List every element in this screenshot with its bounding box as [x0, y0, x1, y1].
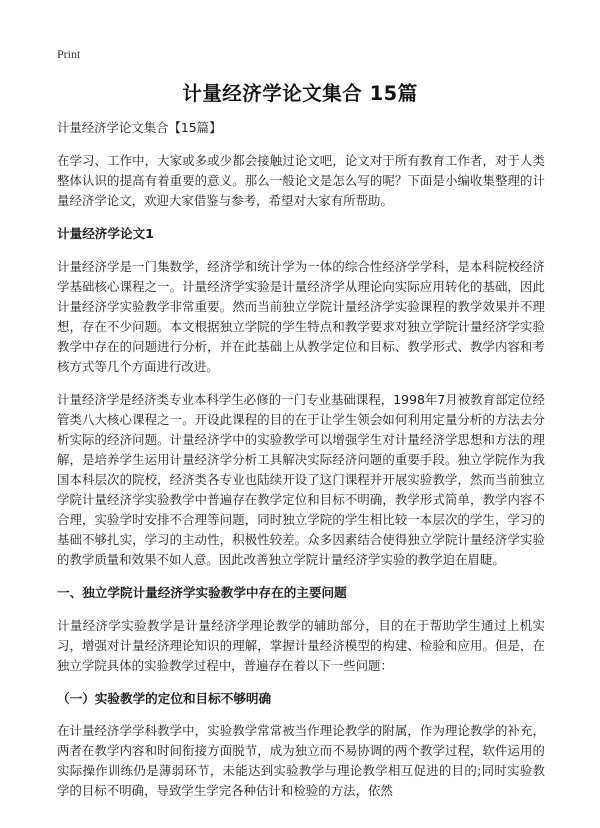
section-heading-paper-1: 计量经济学论文1: [57, 226, 154, 241]
paragraph-4: 在计量经济学学科教学中，实验教学常常被当作理论教学的附属，作为理论教学的补充，两者在教学内容和时间衔接方面脱节，成为独立而不易协调的两个教学过程，软件运用的实际操作训练仍是薄弱环节，未能达到实验教学与理论教学相互促进的目的;同时实验教学的目标不明确，导致学生学完各种估计和检验的方法，依然: [57, 723, 545, 798]
heading-part-1: 一、独立学院计量经济学实验教学中存在的主要问题: [57, 585, 347, 600]
paragraph-2: 计量经济学是经济类专业本科学生必修的一门专业基础课程，1998年7月被教育部定位经管类八大核心课程之一。开设此课程的目的在于让学生领会如何利用定量分析的方法去分析实际的经济问题。计量经济学中的实验教学可以增强学生对计量经济学思想和方法的理解，是培养学生运用计量经济学分析工具解决实际经济问题的重要手段。独立学院作为我国本科层次的院校，经济类各专业也陆续开设了这门课程并开展实验教学，然而当前独立学院计量经济学实验教学中普遍存在教学定位和目标不明确，教学形式简单，教学内容不合理，实验学时安排不合理等问题，同时独立学院的学生相比较一本层次的学生，学习的基础不够扎实，学习的主动性，积极性较差。众多因素结合使得独立学院计量经济学实验的教学质量和效果不如人意。因此改善独立学院计量经济学实验的教学迫在眉睫。: [57, 392, 545, 567]
subheading-1: （一）实验教学的定位和目标不够明确: [57, 691, 272, 706]
paragraph-1: 计量经济学是一门集数学，经济学和统计学为一体的综合性经济学学科，是本科院校经济学基础核心课程之一。计量经济学实验是计量经济学从理论向实际应用转化的基础，因此计量经济学实验教学非常重要。然而当前独立学院计量经济学实验课程的教学效果并不理想，存在不少问题。本文根据独立学院的学生特点和教学要求对独立学院计量经济学实验教学中存在的问题进行分析，并在此基础上从教学定位和目标、教学形式、教学内容和考核方式等几个方面进行改进。: [57, 259, 545, 374]
intro-paragraph: 在学习、工作中，大家或多或少都会接触过论文吧，论文对于所有教育工作者，对于人类整体认识的提高有着重要的意义。那么一般论文是怎么写的呢？下面是小编收集整理的计量经济学论文，欢迎大家借鉴与参考，希望对大家有所帮助。: [57, 153, 545, 208]
document-subtitle: 计量经济学论文集合【15篇】: [57, 120, 222, 135]
document-title: 计量经济学论文集合 15篇: [182, 82, 418, 105]
paragraph-3: 计量经济学实验教学是计量经济学理论教学的辅助部分，目的在于帮助学生通过上机实习，增强对计量经济理论知识的理解，掌握计量经济模型的构建、检验和应用。但是，在独立学院具体的实验教学过程中，普遍存在着以下一些问题：: [57, 618, 545, 673]
print-label: Print: [57, 47, 81, 61]
document-body: [57, 118, 545, 814]
